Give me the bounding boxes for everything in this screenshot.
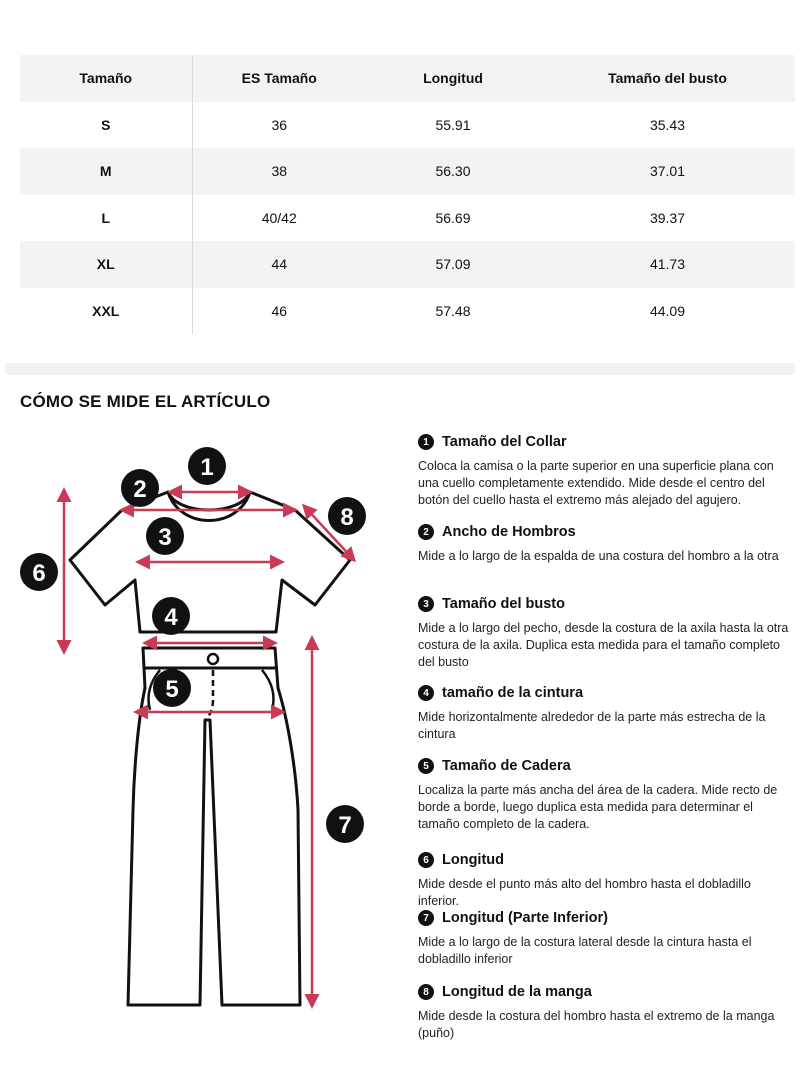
column-header-size: Tamaño — [20, 55, 192, 102]
step-description: Mide desde la costura del hombro hasta el extremo de la manga (puño) — [418, 1009, 775, 1040]
step-collar — [418, 432, 790, 509]
step-description: Mide desde el punto más alto del hombro hasta el dobladillo inferior. — [418, 877, 751, 908]
step-description: Mide horizontalmente alrededor de la parte más estrecha de la cintura — [418, 710, 766, 741]
step-length — [418, 850, 790, 910]
size-cell: XXL — [20, 288, 192, 335]
svg-text:3: 3 — [158, 524, 172, 551]
step-number-badge: 5 — [418, 758, 434, 774]
es-size-cell: 36 — [271, 116, 288, 133]
column-header-length: Longitud — [423, 70, 483, 87]
step-title: Tamaño de Cadera — [442, 758, 571, 774]
measure-section-heading: CÓMO SE MIDE EL ARTÍCULO — [20, 392, 271, 411]
step-title: Tamaño del busto — [442, 596, 565, 612]
table-row — [20, 195, 795, 242]
es-size-cell: 38 — [271, 163, 288, 180]
step-description: Mide a lo largo del pecho, desde la costura de la axila hasta la otra costura de la axila. Duplica esta medida para el tamaño completo del busto — [418, 621, 789, 669]
table-row — [20, 288, 795, 335]
column-header-bust: Tamaño del busto — [608, 70, 727, 87]
step-title: Longitud — [442, 852, 505, 868]
step-description: Mide a lo largo de la espalda de una costura del hombro a la otra — [418, 549, 779, 563]
table-row — [20, 241, 795, 288]
badge-collar — [188, 447, 226, 485]
length-cell: 57.48 — [435, 302, 471, 319]
step-bottom-length — [418, 908, 790, 968]
table-row — [20, 148, 795, 195]
length-cell: 57.09 — [435, 256, 471, 273]
step-title: Tamaño del Collar — [442, 434, 567, 450]
measurement-diagram — [0, 420, 400, 1040]
svg-text:1: 1 — [200, 454, 214, 481]
bust-cell: 37.01 — [649, 163, 686, 180]
size-cell: L — [20, 195, 192, 242]
step-number-badge: 7 — [418, 910, 434, 926]
table-row — [20, 102, 795, 149]
step-shoulder — [418, 522, 790, 565]
es-size-cell: 40/42 — [261, 209, 297, 226]
svg-text:2: 2 — [133, 476, 147, 503]
section-divider — [5, 363, 795, 375]
step-sleeve — [418, 982, 790, 1042]
size-cell: S — [20, 102, 192, 149]
badge-sleeve — [328, 497, 366, 535]
step-number-badge: 8 — [418, 984, 434, 1000]
svg-text:8: 8 — [340, 504, 354, 531]
badge-hip — [153, 669, 191, 707]
step-number-badge: 3 — [418, 596, 434, 612]
badge-waist — [152, 597, 190, 635]
badge-bottom-length — [326, 805, 364, 843]
step-waist — [418, 683, 790, 743]
size-cell: XL — [20, 241, 192, 288]
step-title: Longitud de la manga — [442, 984, 592, 1000]
badge-shoulder — [121, 469, 159, 507]
length-cell: 56.69 — [435, 209, 471, 226]
step-number-badge: 2 — [418, 524, 434, 540]
svg-text:6: 6 — [32, 560, 46, 587]
bust-cell: 41.73 — [649, 256, 686, 273]
step-title: tamaño de la cintura — [442, 685, 584, 701]
size-chart-table — [20, 55, 795, 334]
table-header-row — [20, 55, 795, 102]
badge-length — [20, 553, 58, 591]
step-description: Coloca la camisa o la parte superior en una superficie plana con una cuello completamente extendido. Mide desde el centro del botón del cuello hasta el extremo más alejado del agujero. — [418, 459, 774, 507]
pants-button — [208, 654, 218, 664]
step-bust — [418, 594, 790, 671]
column-header-es-size: ES Tamaño — [241, 70, 317, 87]
size-cell: M — [20, 148, 192, 195]
step-title: Ancho de Hombros — [442, 524, 576, 540]
es-size-cell: 46 — [271, 302, 288, 319]
bust-cell: 35.43 — [649, 116, 686, 133]
es-size-cell: 44 — [271, 256, 288, 273]
step-description: Localiza la parte más ancha del área de la cadera. Mide recto de borde a borde, luego duplica esta medida para determinar el tamaño completo de la cadera. — [418, 783, 778, 831]
length-cell: 55.91 — [435, 116, 471, 133]
bust-cell: 44.09 — [649, 302, 686, 319]
bust-cell: 39.37 — [649, 209, 686, 226]
svg-text:5: 5 — [165, 676, 179, 703]
svg-text:4: 4 — [164, 604, 178, 631]
step-number-badge: 1 — [418, 434, 434, 450]
length-cell: 56.30 — [435, 163, 471, 180]
svg-text:7: 7 — [338, 812, 352, 839]
step-number-badge: 4 — [418, 685, 434, 701]
step-hip — [418, 756, 790, 833]
step-description: Mide a lo largo de la costura lateral desde la cintura hasta el dobladillo inferior — [418, 935, 752, 966]
badge-bust — [146, 517, 184, 555]
step-title: Longitud (Parte Inferior) — [442, 910, 608, 926]
step-number-badge: 6 — [418, 852, 434, 868]
